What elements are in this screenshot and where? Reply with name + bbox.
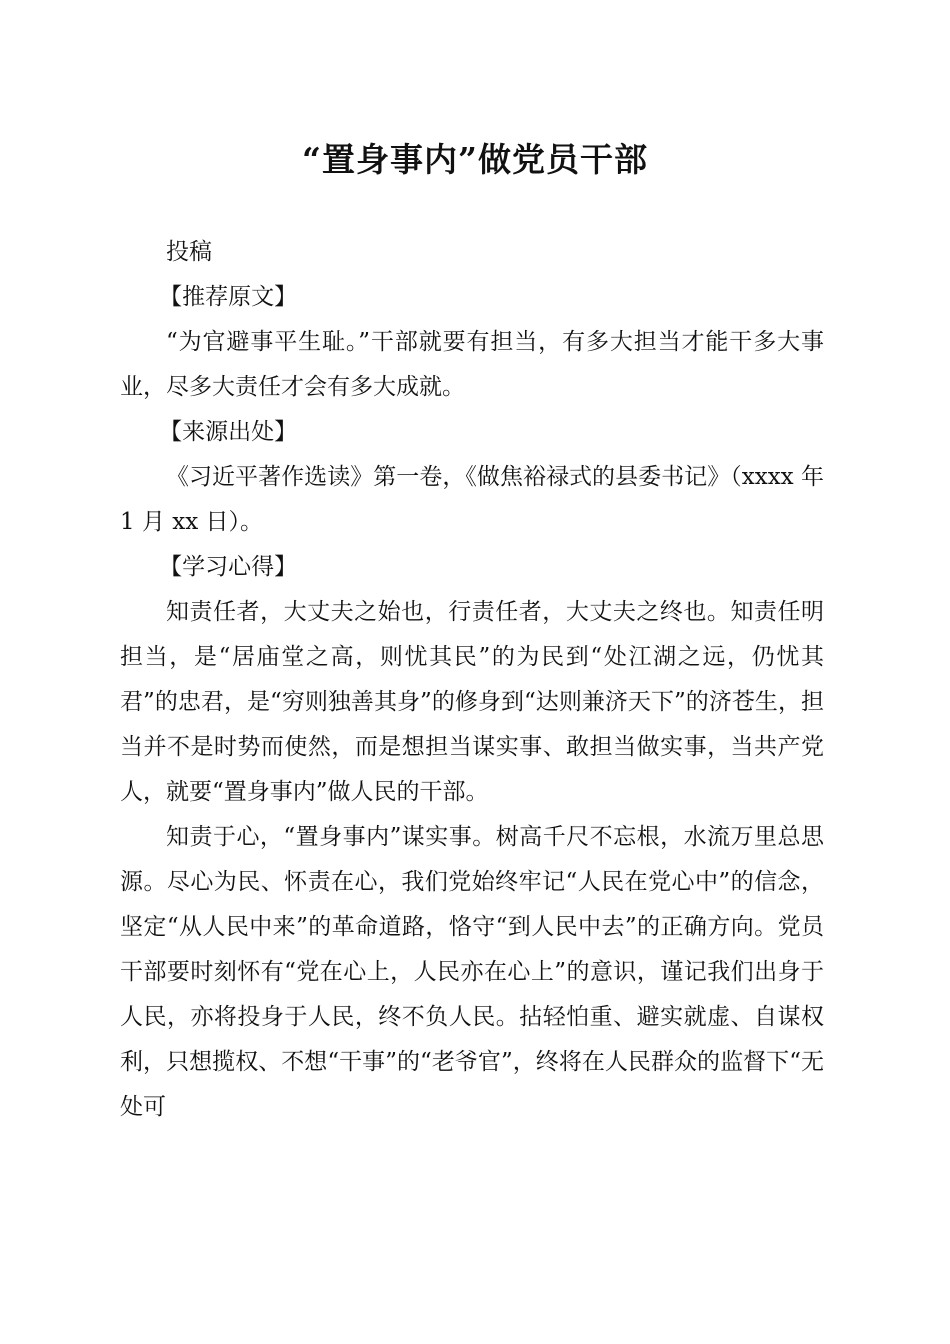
section-label-reflection: 【学习心得】 <box>159 554 298 580</box>
reflection-paragraph-2: 知责于心，“置身事内”谋实事。树高千尺不忘根，水流万里总思源。尽心为民、怀责在心，我们党始终牢记“人民在党心中”的信念，坚定“从人民中来”的革命道路，恪守“到人民中去”的正确方向。党员干部要时刻怀有“党在心上，人民亦在心上”的意识，谨记我们出身于人民，亦将投身于人民，终不负人民。拈轻怕重、避实就虚、自谋权利，只想揽权、不想“干事”的“老爷官”，终将在人民群众的监督下“无处可 <box>120 824 824 1120</box>
document-body <box>120 230 824 1130</box>
recommended-quote: “为官避事平生耻。”干部就要有担当，有多大担当才能干多大事业，尽多大责任才会有多大成就。 <box>120 329 824 400</box>
submission-note: 投稿 <box>166 239 212 265</box>
section-label-source: 【来源出处】 <box>159 419 298 445</box>
section-label-recommended: 【推荐原文】 <box>159 284 298 310</box>
source-citation: 《习近平著作选读》第一卷，《做焦裕禄式的县委书记》（xxxx 年 1 月 xx 日）。 <box>120 464 824 535</box>
reflection-paragraph-1: 知责任者，大丈夫之始也，行责任者，大丈夫之终也。知责任明担当，是“居庙堂之高，则忧其民”的为民到“处江湖之远，仍忧其君”的忠君，是“穷则独善其身”的修身到“达则兼济天下”的济苍生，担当并不是时势而使然，而是想担当谋实事、敢担当做实事，当共产党人，就要“置身事内”做人民的干部。 <box>120 599 824 805</box>
document-title: “置身事内”做党员干部 <box>302 140 648 179</box>
